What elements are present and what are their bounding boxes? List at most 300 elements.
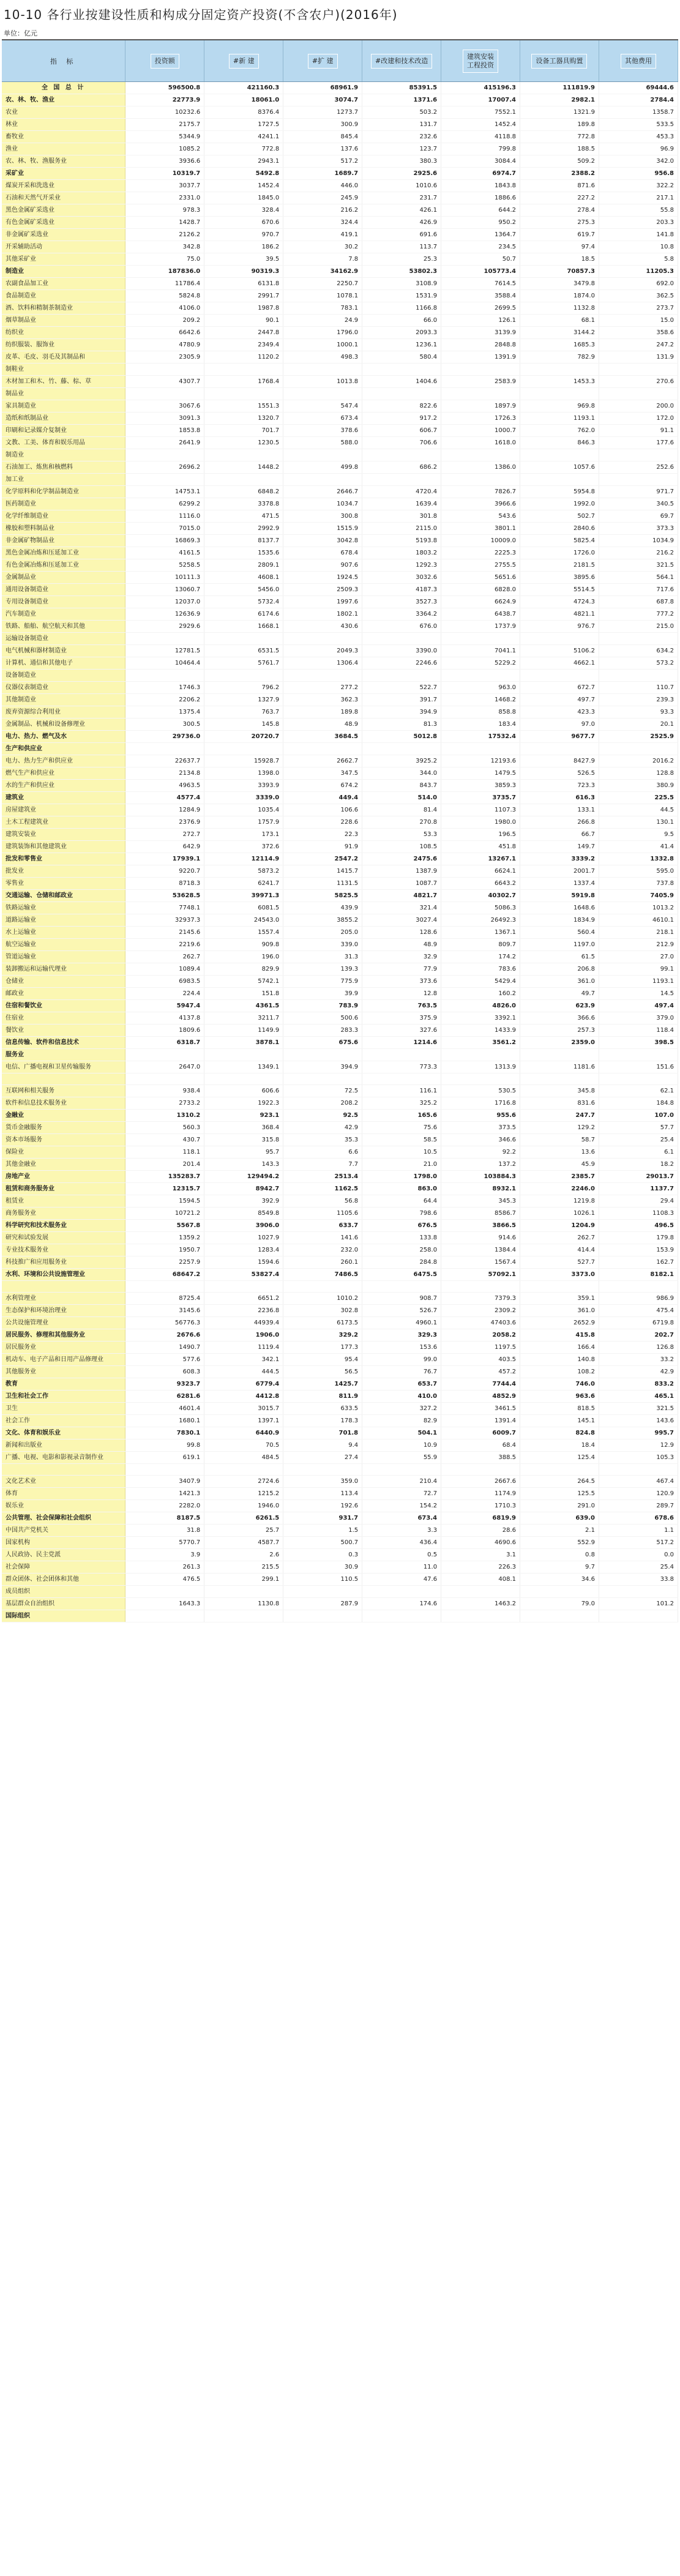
- row-value: 196.0: [204, 951, 283, 963]
- row-value: 1197.0: [520, 939, 599, 951]
- row-value: 2583.9: [441, 376, 520, 388]
- row-value: 686.2: [362, 461, 441, 474]
- row-value: 863.0: [362, 1183, 441, 1195]
- table-row: [2, 1574, 678, 1586]
- table-row: [2, 364, 678, 376]
- row-value: 1089.4: [125, 963, 204, 976]
- row-label: 专业技术服务业: [2, 1244, 125, 1256]
- row-label: 化学纤维制造业: [2, 510, 125, 523]
- row-value: [204, 474, 283, 486]
- row-value: 342.8: [125, 241, 204, 253]
- row-value: 4361.5: [204, 1000, 283, 1012]
- row-value: 258.0: [362, 1244, 441, 1256]
- row-value: 22.3: [283, 829, 362, 841]
- row-label: 加工业: [2, 474, 125, 486]
- row-value: 125.4: [520, 1452, 599, 1464]
- row-value: 18.4: [520, 1439, 599, 1452]
- row-value: [599, 388, 678, 400]
- row-value: 1452.4: [441, 119, 520, 131]
- row-value: 11786.4: [125, 278, 204, 290]
- row-label: 土木工程建筑业: [2, 816, 125, 829]
- row-value: 1120.2: [204, 351, 283, 364]
- row-value: [520, 743, 599, 755]
- row-value: 14.5: [599, 988, 678, 1000]
- row-value: 6848.2: [204, 486, 283, 498]
- table-row: [2, 131, 678, 143]
- row-value: 871.6: [520, 180, 599, 192]
- row-value: 153.6: [362, 1342, 441, 1354]
- row-value: 2331.0: [125, 192, 204, 204]
- row-value: 81.4: [362, 804, 441, 816]
- row-value: 1463.2: [441, 1598, 520, 1610]
- row-value: 6173.5: [283, 1317, 362, 1329]
- row-value: 62.1: [599, 1085, 678, 1097]
- row-value: [283, 743, 362, 755]
- row-value: 90.1: [204, 315, 283, 327]
- row-value: 58.5: [362, 1134, 441, 1146]
- row-value: [599, 1464, 678, 1476]
- row-value: 772.8: [520, 131, 599, 143]
- row-value: 403.5: [441, 1354, 520, 1366]
- table-row: [2, 1281, 678, 1293]
- row-value: 388.5: [441, 1452, 520, 1464]
- row-value: 300.8: [283, 510, 362, 523]
- row-label: 新闻和出版业: [2, 1439, 125, 1452]
- row-value: 2305.9: [125, 351, 204, 364]
- table-row: [2, 792, 678, 804]
- row-value: 7.7: [283, 1159, 362, 1171]
- row-value: 133.8: [362, 1232, 441, 1244]
- row-label: 制造业: [2, 449, 125, 461]
- table-row: [2, 1427, 678, 1439]
- row-label: 烟草制品业: [2, 315, 125, 327]
- row-label: 铁路运输业: [2, 902, 125, 914]
- table-row: [2, 1610, 678, 1622]
- row-value: 4821.1: [520, 608, 599, 621]
- row-value: 321.5: [599, 1403, 678, 1415]
- row-value: 410.0: [362, 1391, 441, 1403]
- row-value: 231.7: [362, 192, 441, 204]
- table-row: [2, 1439, 678, 1452]
- table-row: [2, 1012, 678, 1025]
- row-value: 5086.3: [441, 902, 520, 914]
- table-row: [2, 706, 678, 719]
- row-value: [362, 474, 441, 486]
- row-value: 4610.1: [599, 914, 678, 927]
- table-row: [2, 192, 678, 204]
- row-value: 99.8: [125, 1439, 204, 1452]
- row-value: 5770.7: [125, 1537, 204, 1549]
- row-value: 143.6: [599, 1415, 678, 1427]
- row-value: 653.7: [362, 1378, 441, 1391]
- row-value: 1796.0: [283, 327, 362, 339]
- row-value: 1364.7: [441, 229, 520, 241]
- row-value: 3037.7: [125, 180, 204, 192]
- row-value: 701.8: [283, 1427, 362, 1439]
- row-value: 1337.4: [520, 878, 599, 890]
- row-value: 361.0: [520, 976, 599, 988]
- row-value: 2447.8: [204, 327, 283, 339]
- row-value: 25.4: [599, 1134, 678, 1146]
- row-value: 1757.9: [204, 816, 283, 829]
- table-row: [2, 302, 678, 315]
- row-value: 0.3: [283, 1549, 362, 1561]
- table-row: [2, 510, 678, 523]
- row-value: 247.2: [599, 339, 678, 351]
- row-value: [204, 449, 283, 461]
- row-value: 670.6: [204, 217, 283, 229]
- row-value: 392.9: [204, 1195, 283, 1208]
- row-value: 1716.8: [441, 1097, 520, 1110]
- table-row: [2, 1097, 678, 1110]
- row-value: 93.3: [599, 706, 678, 719]
- row-value: 986.9: [599, 1293, 678, 1305]
- row-value: 375.9: [362, 1012, 441, 1025]
- row-label: 农、林、牧、渔服务业: [2, 155, 125, 168]
- row-value: 264.5: [520, 1476, 599, 1488]
- row-value: 950.2: [441, 217, 520, 229]
- row-value: 639.0: [520, 1512, 599, 1525]
- table-row: [2, 755, 678, 767]
- row-label: 其他制造业: [2, 694, 125, 706]
- row-value: 13267.1: [441, 853, 520, 865]
- row-value: 97.4: [520, 241, 599, 253]
- row-value: 1798.0: [362, 1171, 441, 1183]
- row-value: 58.7: [520, 1134, 599, 1146]
- row-value: 153.9: [599, 1244, 678, 1256]
- row-value: 2676.6: [125, 1329, 204, 1342]
- row-value: 1922.3: [204, 1097, 283, 1110]
- row-value: 2093.3: [362, 327, 441, 339]
- row-label: 研究和试验发展: [2, 1232, 125, 1244]
- row-value: 6241.7: [204, 878, 283, 890]
- row-value: 1567.4: [441, 1256, 520, 1269]
- row-value: 3390.0: [362, 645, 441, 657]
- table-body: [2, 82, 678, 1622]
- row-value: 2724.6: [204, 1476, 283, 1488]
- row-value: 123.7: [362, 143, 441, 155]
- row-value: 1551.3: [204, 400, 283, 413]
- row-value: [283, 1464, 362, 1476]
- row-value: 262.7: [520, 1232, 599, 1244]
- table-row: [2, 816, 678, 829]
- row-value: 2058.2: [441, 1329, 520, 1342]
- row-value: 5106.2: [520, 645, 599, 657]
- table-row: [2, 241, 678, 253]
- row-value: 273.7: [599, 302, 678, 315]
- row-value: 7405.9: [599, 890, 678, 902]
- row-value: 206.8: [520, 963, 599, 976]
- row-value: 6081.5: [204, 902, 283, 914]
- row-label: 服务业: [2, 1049, 125, 1061]
- table-row: [2, 1037, 678, 1049]
- row-value: 95.4: [283, 1354, 362, 1366]
- row-label: 交通运输、仓储和邮政业: [2, 890, 125, 902]
- row-value: 177.3: [283, 1342, 362, 1354]
- row-value: 798.6: [362, 1208, 441, 1220]
- row-value: 72.5: [283, 1085, 362, 1097]
- row-label: 娱乐业: [2, 1500, 125, 1512]
- row-value: 1384.4: [441, 1244, 520, 1256]
- row-value: 1310.2: [125, 1110, 204, 1122]
- row-value: 118.4: [599, 1025, 678, 1037]
- row-value: 2667.6: [441, 1476, 520, 1488]
- row-value: 907.6: [283, 559, 362, 572]
- row-value: 346.6: [441, 1134, 520, 1146]
- row-value: 275.3: [520, 217, 599, 229]
- row-value: 70.5: [204, 1439, 283, 1452]
- row-value: 10464.4: [125, 657, 204, 670]
- row-value: 5344.9: [125, 131, 204, 143]
- row-label: 广播、电视、电影和影视录音制作业: [2, 1452, 125, 1464]
- row-value: 444.5: [204, 1366, 283, 1378]
- row-label: 体育: [2, 1488, 125, 1500]
- row-value: [362, 1073, 441, 1085]
- row-value: 1116.0: [125, 510, 204, 523]
- row-value: 24.9: [283, 315, 362, 327]
- row-value: 3139.9: [441, 327, 520, 339]
- row-value: [283, 1281, 362, 1293]
- row-value: 1387.9: [362, 865, 441, 878]
- row-value: 2840.6: [520, 523, 599, 535]
- table-row: [2, 1269, 678, 1281]
- row-value: 978.3: [125, 204, 204, 217]
- row-value: 1924.5: [283, 572, 362, 584]
- row-value: 1193.1: [520, 413, 599, 425]
- row-value: 2982.1: [520, 94, 599, 106]
- row-value: 321.5: [599, 559, 678, 572]
- row-label: 群众团体、社会团体和其他: [2, 1574, 125, 1586]
- row-value: 39.9: [283, 988, 362, 1000]
- row-value: 833.2: [599, 1378, 678, 1391]
- row-value: 149.7: [520, 841, 599, 853]
- row-value: [125, 364, 204, 376]
- table-row: [2, 829, 678, 841]
- row-value: 2349.4: [204, 339, 283, 351]
- row-label: 商务服务业: [2, 1208, 125, 1220]
- row-value: 7614.5: [441, 278, 520, 290]
- row-value: 5012.8: [362, 731, 441, 743]
- header-expansion-text: #扩 建: [308, 54, 338, 69]
- table-row: [2, 1342, 678, 1354]
- row-value: 3339.0: [204, 792, 283, 804]
- table-row: [2, 1293, 678, 1305]
- row-value: 13.6: [520, 1146, 599, 1159]
- row-value: 4724.3: [520, 596, 599, 608]
- row-value: 845.4: [283, 131, 362, 143]
- row-value: 9323.7: [125, 1378, 204, 1391]
- row-value: [283, 364, 362, 376]
- row-value: 1327.9: [204, 694, 283, 706]
- row-value: 92.5: [283, 1110, 362, 1122]
- table-row: [2, 988, 678, 1000]
- row-value: 111819.9: [520, 82, 599, 94]
- row-value: 145.1: [520, 1415, 599, 1427]
- row-value: 287.9: [283, 1598, 362, 1610]
- row-value: 55.8: [599, 204, 678, 217]
- row-value: [204, 1464, 283, 1476]
- row-value: 1425.7: [283, 1378, 362, 1391]
- row-label: 文化艺术业: [2, 1476, 125, 1488]
- table-row: [2, 1061, 678, 1073]
- row-value: 9220.7: [125, 865, 204, 878]
- row-value: 3067.6: [125, 400, 204, 413]
- row-value: 6.6: [283, 1146, 362, 1159]
- row-value: 215.0: [599, 621, 678, 633]
- row-label: 电力、热力生产和供应业: [2, 755, 125, 767]
- row-value: 31.3: [283, 951, 362, 963]
- row-value: 1468.2: [441, 694, 520, 706]
- row-value: [599, 633, 678, 645]
- table-row: [2, 1146, 678, 1159]
- row-value: 12037.0: [125, 596, 204, 608]
- row-value: 1087.7: [362, 878, 441, 890]
- table-row: [2, 1244, 678, 1256]
- row-label: 生产和供应业: [2, 743, 125, 755]
- row-value: 1162.5: [283, 1183, 362, 1195]
- table-row: [2, 1586, 678, 1598]
- row-value: 509.2: [520, 155, 599, 168]
- row-value: 504.1: [362, 1427, 441, 1439]
- row-value: 7379.3: [441, 1293, 520, 1305]
- table-row: [2, 559, 678, 572]
- row-label: 橡胶和塑料制品业: [2, 523, 125, 535]
- row-value: 963.0: [441, 682, 520, 694]
- row-value: [283, 1073, 362, 1085]
- row-value: 822.6: [362, 400, 441, 413]
- row-value: 1535.6: [204, 547, 283, 559]
- table-row: [2, 976, 678, 988]
- row-value: 691.6: [362, 229, 441, 241]
- row-value: 2175.7: [125, 119, 204, 131]
- table-row: [2, 229, 678, 241]
- row-value: 225.5: [599, 792, 678, 804]
- row-value: 2257.9: [125, 1256, 204, 1269]
- row-label: 专用设备制造业: [2, 596, 125, 608]
- row-value: 436.4: [362, 1537, 441, 1549]
- row-value: [283, 1586, 362, 1598]
- row-value: 3.9: [125, 1549, 204, 1561]
- row-label: 食品制造业: [2, 290, 125, 302]
- row-label: 采矿业: [2, 168, 125, 180]
- row-value: 53802.3: [362, 266, 441, 278]
- row-value: 430.7: [125, 1134, 204, 1146]
- table-row: [2, 1073, 678, 1085]
- row-value: 68647.2: [125, 1269, 204, 1281]
- unit-label: 单位：亿元: [4, 29, 37, 37]
- row-value: 1.5: [283, 1525, 362, 1537]
- row-value: 2049.3: [283, 645, 362, 657]
- row-value: 10111.3: [125, 572, 204, 584]
- header-investment-text: 投资额: [151, 54, 179, 69]
- row-value: 4821.7: [362, 890, 441, 902]
- row-value: 2126.2: [125, 229, 204, 241]
- row-value: [125, 743, 204, 755]
- row-value: [125, 1610, 204, 1622]
- row-value: 2225.3: [441, 547, 520, 559]
- row-value: 1057.6: [520, 461, 599, 474]
- row-value: 15928.7: [204, 755, 283, 767]
- row-value: 5732.4: [204, 596, 283, 608]
- row-label: 资本市场服务: [2, 1134, 125, 1146]
- row-value: 6475.5: [362, 1269, 441, 1281]
- row-value: 174.6: [362, 1598, 441, 1610]
- row-value: 453.3: [599, 131, 678, 143]
- row-value: 543.6: [441, 510, 520, 523]
- row-value: 6828.0: [441, 584, 520, 596]
- header-expansion: [283, 40, 362, 82]
- row-label: 非金属矿物制品业: [2, 535, 125, 547]
- row-value: 342.0: [599, 155, 678, 168]
- row-value: 3108.9: [362, 278, 441, 290]
- row-value: 327.6: [362, 1025, 441, 1037]
- row-value: 315.8: [204, 1134, 283, 1146]
- row-label: 邮政业: [2, 988, 125, 1000]
- row-label: 教育: [2, 1378, 125, 1391]
- table-row: [2, 1366, 678, 1378]
- row-value: 68.4: [441, 1439, 520, 1452]
- row-value: 212.9: [599, 939, 678, 951]
- row-label: 住宿业: [2, 1012, 125, 1025]
- row-value: 2385.7: [520, 1171, 599, 1183]
- row-label: 水的生产和供应业: [2, 780, 125, 792]
- row-value: 1803.2: [362, 547, 441, 559]
- row-label: 卫生和社会工作: [2, 1391, 125, 1403]
- row-value: [520, 1073, 599, 1085]
- row-value: 2475.6: [362, 853, 441, 865]
- row-value: 2359.0: [520, 1037, 599, 1049]
- row-value: 772.8: [204, 143, 283, 155]
- row-value: 1685.3: [520, 339, 599, 351]
- row-value: [125, 670, 204, 682]
- row-value: 3074.7: [283, 94, 362, 106]
- table-row: [2, 1195, 678, 1208]
- row-value: 200.0: [599, 400, 678, 413]
- row-value: 81.3: [362, 719, 441, 731]
- row-value: 208.2: [283, 1097, 362, 1110]
- row-value: 2943.1: [204, 155, 283, 168]
- row-value: 1515.9: [283, 523, 362, 535]
- row-value: [204, 1586, 283, 1598]
- row-value: 1853.8: [125, 425, 204, 437]
- row-value: 1834.9: [520, 914, 599, 927]
- header-construction-text: 建筑安装 工程投资: [463, 50, 498, 73]
- row-value: 373.6: [362, 976, 441, 988]
- row-value: 1306.4: [283, 657, 362, 670]
- row-label: [2, 1464, 125, 1476]
- row-label: 文教、工美、体育和娱乐用品: [2, 437, 125, 449]
- row-value: 66.0: [362, 315, 441, 327]
- row-label: 其他采矿业: [2, 253, 125, 266]
- row-value: 3527.3: [362, 596, 441, 608]
- row-value: 1452.4: [204, 180, 283, 192]
- row-value: 380.3: [362, 155, 441, 168]
- row-value: 10009.0: [441, 535, 520, 547]
- row-value: 162.7: [599, 1256, 678, 1269]
- row-value: 634.2: [599, 645, 678, 657]
- row-value: 15.0: [599, 315, 678, 327]
- row-label: 计算机、通信和其他电子: [2, 657, 125, 670]
- row-value: 931.7: [283, 1512, 362, 1525]
- row-value: 216.2: [599, 547, 678, 559]
- row-value: 783.9: [283, 1000, 362, 1012]
- table-row: [2, 486, 678, 498]
- table-row: [2, 1220, 678, 1232]
- row-value: 125.5: [520, 1488, 599, 1500]
- row-value: 533.5: [599, 119, 678, 131]
- row-value: 2641.9: [125, 437, 204, 449]
- row-value: 8182.1: [599, 1269, 678, 1281]
